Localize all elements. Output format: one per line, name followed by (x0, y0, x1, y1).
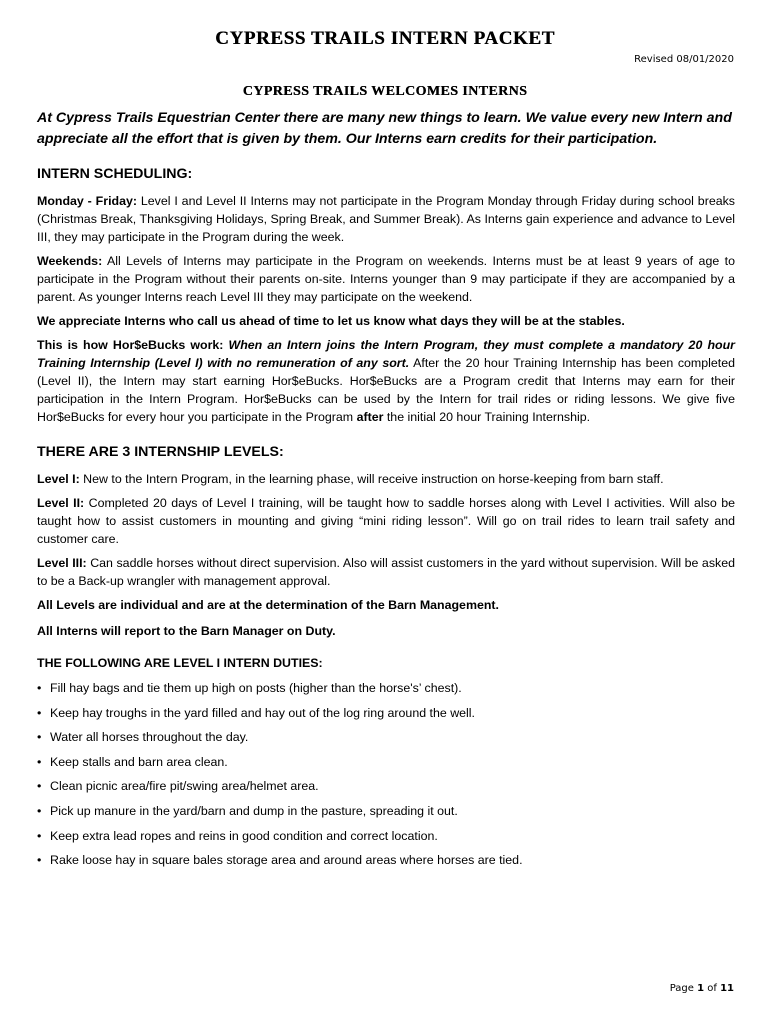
levels-individual-note: All Levels are individual and are at the determination of the Barn Management. (37, 598, 499, 612)
appreciate-note: We appreciate Interns who call us ahead of time to let us know what days they will be at the stables. (37, 314, 625, 328)
duty-text: Pick up manure in the yard/barn and dump in the pasture, spreading it out. (50, 803, 458, 818)
list-item (37, 774, 735, 799)
revised-date: Revised 08/01/2020 (634, 54, 734, 65)
duty-text: Clean picnic area/fire pit/swing area/helmet area. (50, 779, 319, 794)
document-body (37, 108, 735, 873)
weekends-text: All Levels of Interns may participate in the Program on weekends. Interns must be at least 9 years of age to participate in the Program without their parents on-site. Interns younger than 9 may participate if they are accompanied by a parent. As younger Interns reach Level III they may participate on the weekend. (37, 254, 735, 304)
horsebucks-text-2: the initial 20 hour Training Internship. (383, 410, 591, 424)
level-2-paragraph (37, 494, 735, 548)
list-item (37, 799, 735, 824)
level-3-label: Level III: (37, 556, 87, 570)
current-page: 1 (697, 983, 705, 994)
level-3-text: Can saddle horses without direct supervision. Also will assist customers in the yard without supervision. Will be asked to be a Back-up wrangler with management approval. (37, 556, 735, 588)
bullet-icon: • (37, 828, 42, 843)
bullet-icon: • (37, 779, 42, 794)
list-item (37, 824, 735, 849)
bullet-icon: • (37, 754, 42, 769)
horsebucks-text-1: After the 20 hour Training Internship has been completed (Level II), the Intern may start earning Hor$eBucks. Hor$eBucks are a Program credit that Interns may earn for their participation in the Intern Program. Hor$eBucks can be used by the Intern for trail rides or riding lessons. We give five Hor$eBucks for every hour you participate in the Program (37, 356, 735, 424)
monday-friday-paragraph (37, 192, 735, 246)
scheduling-heading: INTERN SCHEDULING: (37, 166, 193, 182)
intro-paragraph: At Cypress Trails Equestrian Center there are many new things to learn. We value every new Intern and appreciate all the effort that is given by them. Our Interns earn credits for their participation. (37, 110, 732, 147)
duty-text: Keep stalls and barn area clean. (50, 754, 228, 769)
bullet-icon: • (37, 853, 42, 868)
report-manager-note: All Interns will report to the Barn Manager on Duty. (37, 624, 336, 638)
horsebucks-emphasis: When an Intern joins the Intern Program, they must complete a mandatory 20 hour Training Internship (Level I) with no remuneration of any sort. (37, 338, 735, 370)
levels-heading: THERE ARE 3 INTERNSHIP LEVELS: (37, 444, 284, 460)
list-item (37, 848, 735, 873)
weekends-label: Weekends: (37, 254, 103, 268)
duty-text: Fill hay bags and tie them up high on posts (higher than the horse's’ chest). (50, 681, 462, 695)
duty-text: Rake loose hay in square bales storage area and around areas where horses are tied. (50, 853, 523, 868)
weekends-paragraph (37, 252, 735, 306)
monday-friday-label: Monday - Friday: (37, 194, 137, 208)
horsebucks-label: This is how Hor$eBucks work: (37, 338, 224, 352)
bullet-icon: • (37, 681, 42, 695)
list-item (37, 676, 735, 701)
monday-friday-text: Level I and Level II Interns may not participate in the Program Monday through Friday during school breaks (Christmas Break, Thanksgiving Holidays, Spring Break, and Summer Break). As Interns gain experience and advance to Level III, they may participate in the Program during the week. (37, 194, 735, 244)
level-2-text: Completed 20 days of Level I training, will be taught how to saddle horses along with Level I activities. Will also be taught how to assist customers in mounting and giving “mini riding lesson”. Will go on trail rides to learn trail safety and customer care. (37, 496, 735, 546)
bullet-icon: • (37, 730, 42, 745)
duty-text: Keep extra lead ropes and reins in good condition and correct location. (50, 828, 438, 843)
of-word: of (707, 983, 717, 994)
total-pages: 11 (720, 983, 734, 994)
horsebucks-paragraph (37, 336, 735, 426)
duty-text: Water all horses throughout the day. (50, 730, 249, 745)
duty-text: Keep hay troughs in the yard filled and hay out of the log ring around the well. (50, 705, 476, 720)
duties-heading: THE FOLLOWING ARE LEVEL I INTERN DUTIES: (37, 656, 323, 670)
list-item (37, 701, 735, 726)
level-1-text: New to the Intern Program, in the learning phase, will receive instruction on horse-keeping from barn staff. (79, 472, 664, 486)
welcome-heading: CYPRESS TRAILS WELCOMES INTERNS (242, 84, 528, 99)
list-item (37, 725, 735, 750)
duties-list (37, 676, 735, 873)
level-2-label: Level II: (37, 496, 85, 510)
document-title: CYPRESS TRAILS INTERN PACKET (215, 28, 555, 49)
level-1-paragraph (37, 470, 735, 488)
bullet-icon: • (37, 803, 42, 818)
page-number (670, 983, 734, 994)
page-word: Page (669, 983, 694, 994)
horsebucks-after: after (356, 410, 384, 424)
level-3-paragraph (37, 554, 735, 590)
list-item (37, 750, 735, 775)
bullet-icon: • (37, 705, 42, 720)
level-1-label: Level I: (37, 472, 80, 486)
